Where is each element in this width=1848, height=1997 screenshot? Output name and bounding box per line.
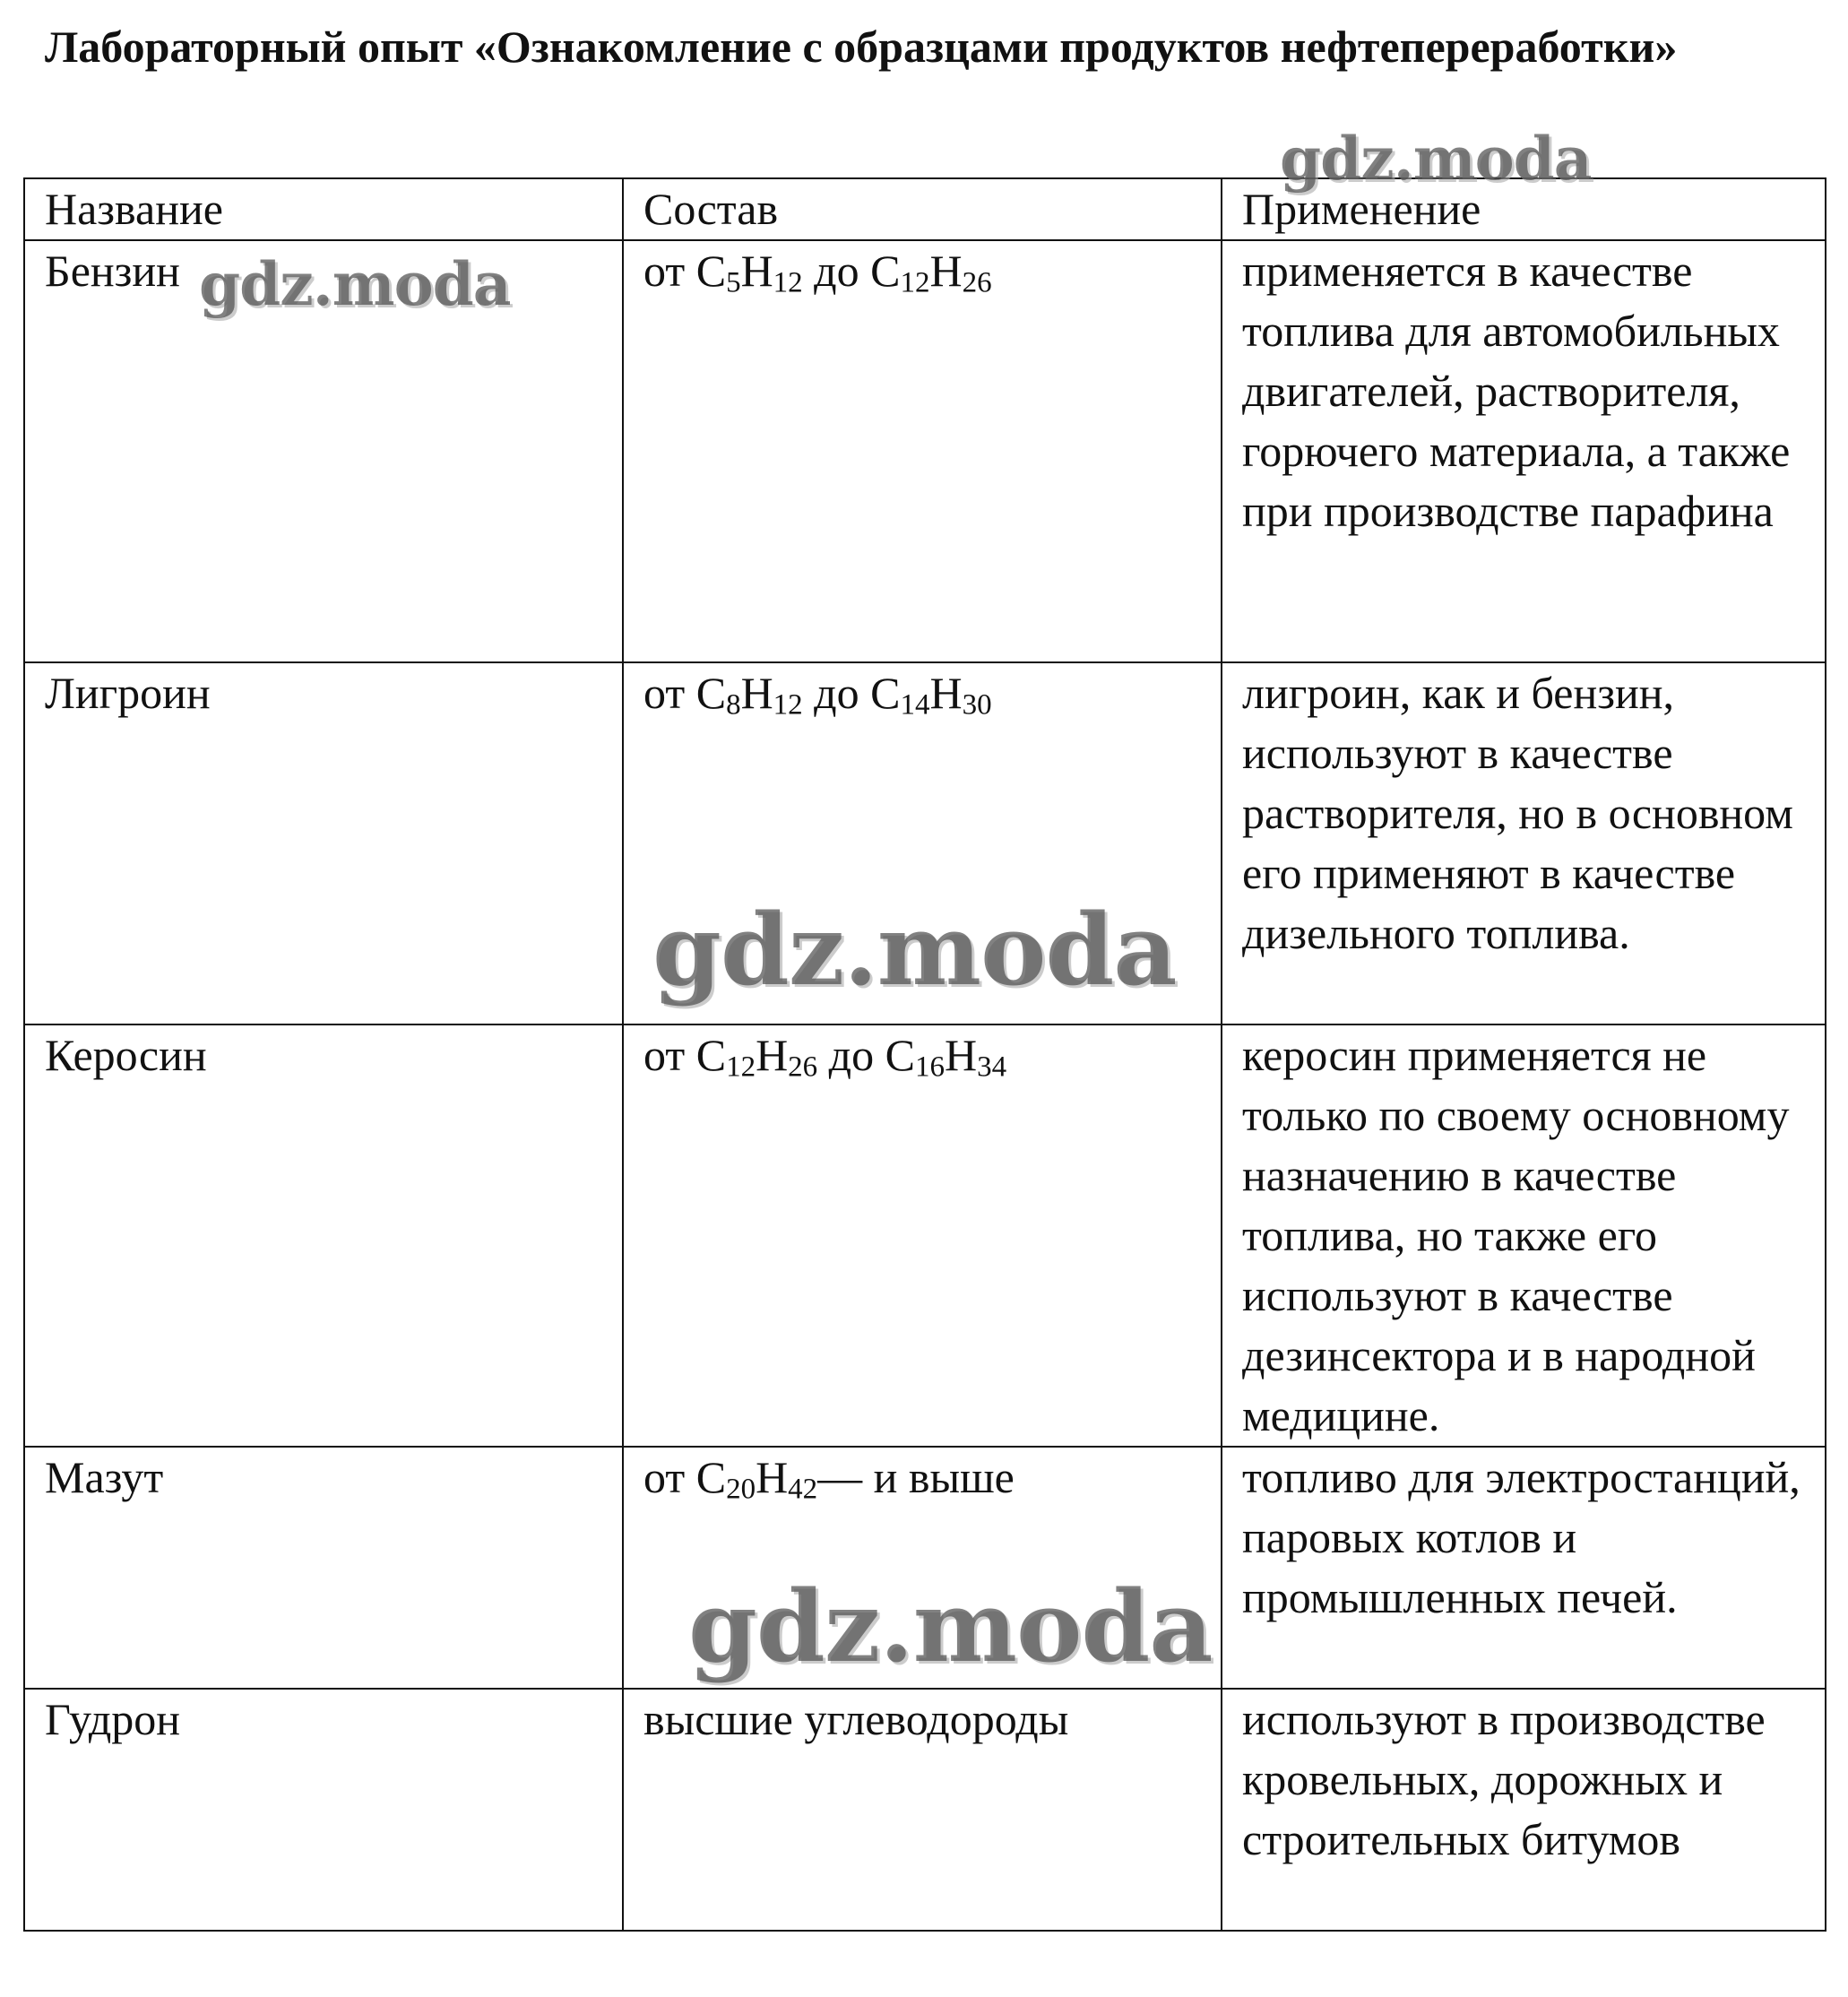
product-name-cell: Лигроин (24, 662, 623, 1024)
table-row (24, 1447, 1826, 1689)
page-title: Лабораторный опыт «Ознакомление с образцами продуктов нефтепереработки» (45, 22, 1678, 72)
composition-cell: от $C_8H_{12}$ до $C_{14}H_{30}$ (623, 662, 1222, 1024)
table-row (24, 662, 1826, 1024)
watermark: gdz.moda (688, 1569, 1213, 1684)
column-header-usage: Применение (1222, 178, 1826, 240)
table-row (24, 1024, 1826, 1447)
usage-cell: применяется в качестве топлива для автомобильных двигателей, растворителя, горючего материала, а также при производстве парафина (1222, 240, 1826, 662)
composition-cell: от $C_5H_{12}$ до $C_{12}H_{26}$ (623, 240, 1222, 662)
product-name-cell: Бензин (24, 240, 623, 662)
watermark: gdz.moda (199, 249, 511, 319)
column-header-composition: Состав (623, 178, 1222, 240)
composition-cell: от $C_{20}H_{42}—$ и выше (623, 1447, 1222, 1689)
product-name-cell: Гудрон (24, 1689, 623, 1931)
composition-cell: высшие углеводороды (623, 1689, 1222, 1931)
watermark: gdz.moda (1280, 124, 1592, 194)
petroleum-products-table (23, 177, 1826, 1932)
product-name-cell: Керосин (24, 1024, 623, 1447)
usage-cell: топливо для электростанций, паровых котлов и промышленных печей. (1222, 1447, 1826, 1689)
composition-cell: от $C_{12}H_{26}$ до $C_{16}H_{34}$ (623, 1024, 1222, 1447)
watermark: gdz.moda (652, 892, 1177, 1007)
usage-cell: лигроин, как и бензин, используют в качестве растворителя, но в основном его применяют в качестве дизельного топлива. (1222, 662, 1826, 1024)
product-name-cell: Мазут (24, 1447, 623, 1689)
column-header-name: Название (24, 178, 623, 240)
table-row (24, 1689, 1826, 1931)
table-row (24, 240, 1826, 662)
table-header-row (24, 178, 1826, 240)
usage-cell: керосин применяется не только по своему основному назначению в качестве топлива, но также его используют в качестве дезинсектора и в народной медицине. (1222, 1024, 1826, 1447)
usage-cell: используют в производстве кровельных, дорожных и строительных битумов (1222, 1689, 1826, 1931)
